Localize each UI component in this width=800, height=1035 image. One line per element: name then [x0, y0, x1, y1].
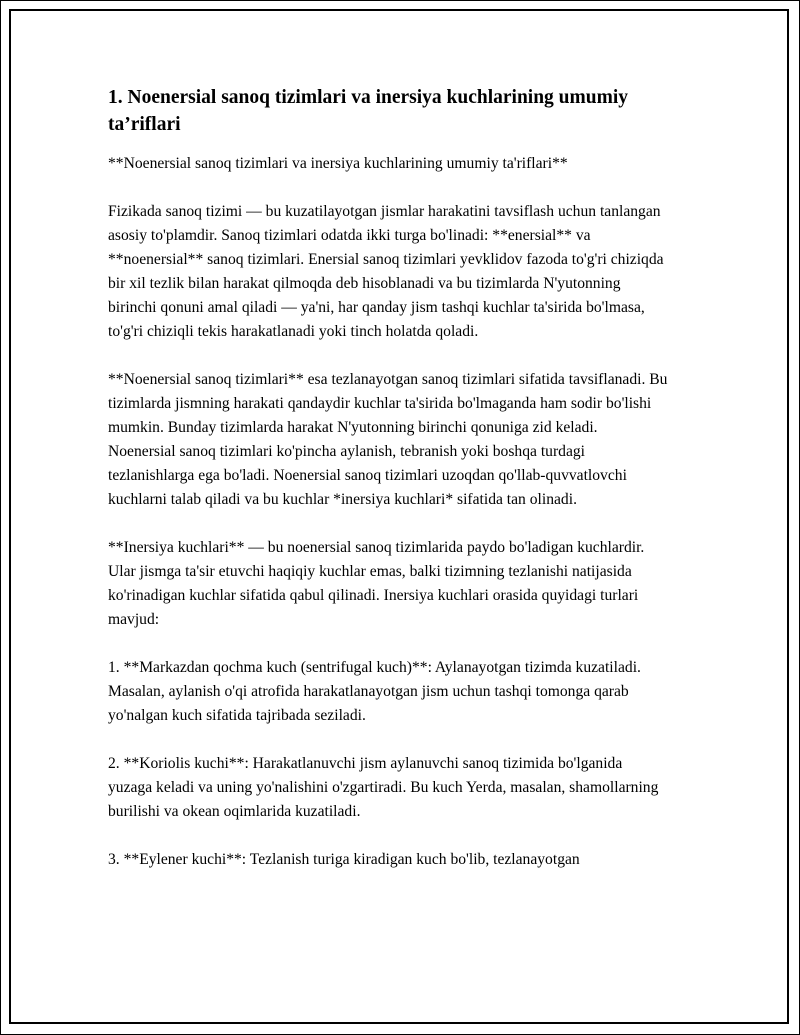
- list-item-euler-force: 3. **Eylener kuchi**: Tezlanish turiga kiradigan kuch bo'lib, tezlanayotgan: [108, 851, 580, 868]
- paragraph-heading: **Noenersial sanoq tizimlari va inersiya kuchlarining umumiy ta'riflari**: [108, 155, 568, 172]
- paragraph-inertial-forces: **Inersiya kuchlari** — bu noenersial sanoq tizimlarida paydo bo'ladigan kuchlardir. Ular jismga ta'sir etuvchi haqiqiy kuchlar emas, balki tizimning tezlanishi natijasida ko'rinadigan kuchlar sifatida qabul qilinadi. Inersiya kuchlari orasida quyidagi turlari mavjud:: [108, 539, 645, 628]
- list-item-coriolis-force: 2. **Koriolis kuchi**: Harakatlanuvchi jism aylanuvchi sanoq tizimida bo'lganida yuzaga keladi va uning yo'nalishini o'zgartiradi. Bu kuch Yerda, masalan, shamollarning burilishi va okean oqimlarida kuzatiladi.: [108, 755, 659, 820]
- section-title: 1. Noenersial sanoq tizimlari va inersiya kuchlarining umumiy ta’riflari: [108, 87, 629, 135]
- list-item-centrifugal-force: 1. **Markazdan qochma kuch (sentrifugal kuch)**: Aylanayotgan tizimda kuzatiladi. Masalan, aylanish o'qi atrofida harakatlanayotgan jism uchun tashqi tomonga qarab yo'nalgan kuch sifatida tajribada seziladi.: [108, 659, 641, 724]
- paragraph-reference-frames: Fizikada sanoq tizimi — bu kuzatilayotgan jismlar harakatini tavsiflash uchun tanlangan asosiy to'plamdir. Sanoq tizimlari odatda ikki turga bo'linadi: **enersial** va **noenersial** sanoq tizimlari. Enersial sanoq tizimlari yevklidov fazoda to'g'ri chiziqda bir xil tezlik bilan harakat qilmoqda deb hisoblanadi va bu tizimlarda N'yutonning birinchi qonuni amal qiladi — ya'ni, har qanday jism tashqi kuchlar ta'sirida bo'lmasa, to'g'ri chiziqli tekis harakatlanadi yoki tinch holatda qoladi.: [108, 203, 664, 340]
- paragraph-noninertial-frames: **Noenersial sanoq tizimlari** esa tezlanayotgan sanoq tizimlari sifatida tavsiflanadi. Bu tizimlarda jismning harakati qandaydir kuchlar ta'sirida bo'lmaganda ham sodir bo'lishi mumkin. Bunday tizimlarda harakat N'yutonning birinchi qonuniga zid keladi. Noenersial sanoq tizimlari ko'pincha aylanish, tebranish yoki boshqa turdagi tezlanishlarga ega bo'ladi. Noenersial sanoq tizimlari uzoqdan qo'llab-quvvatlovchi kuchlarni talab qiladi va bu kuchlar *inersiya kuchlari* sifatida tan olinadi.: [108, 371, 668, 508]
- document-body: [108, 84, 668, 896]
